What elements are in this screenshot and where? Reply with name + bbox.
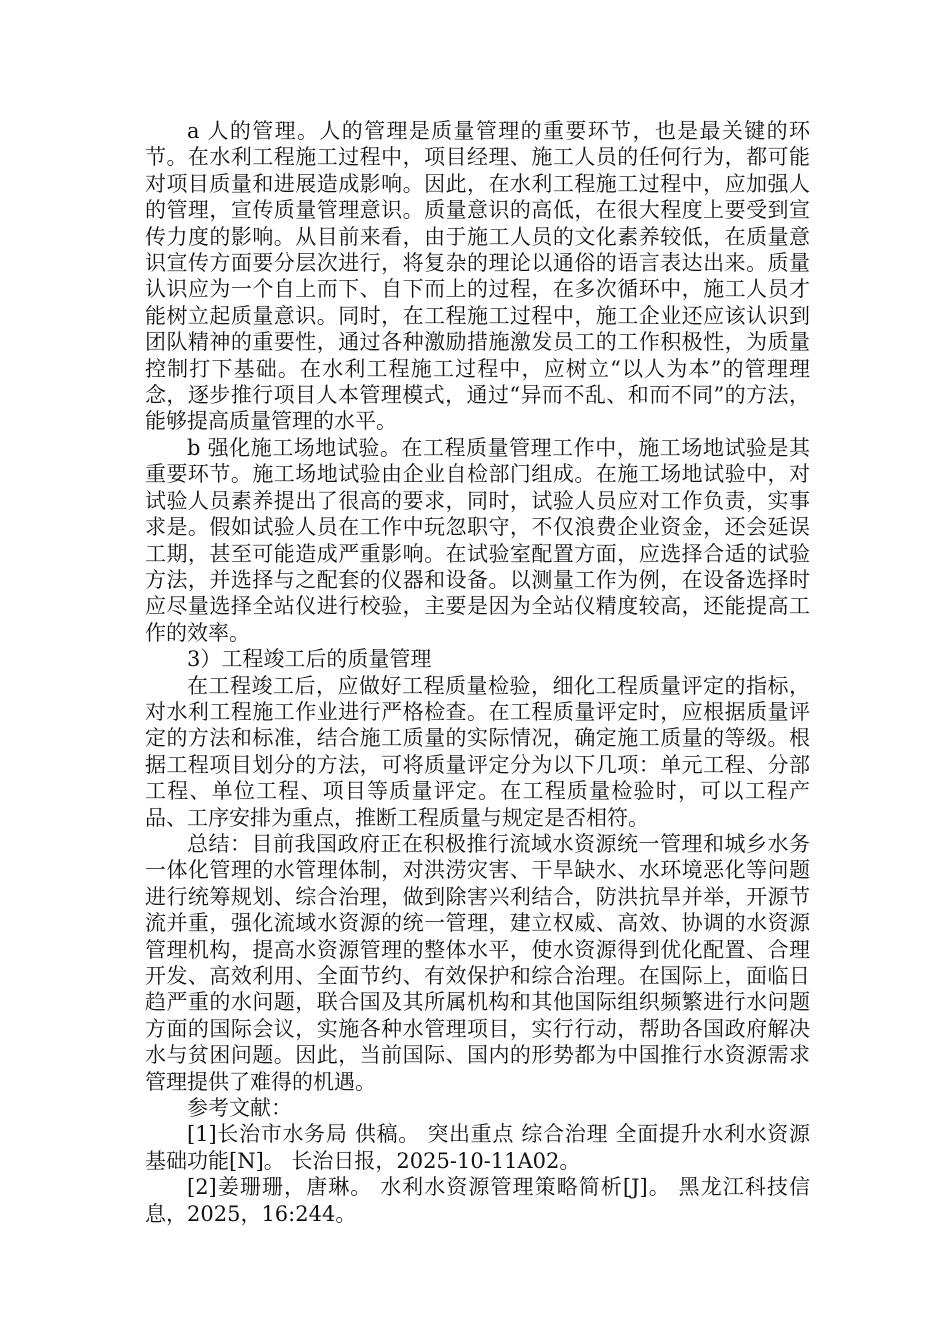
reference-item-1: [1]长治市水务局 供稿。 突出重点 综合治理 全面提升水利水资源基础功能[N]。 长治日报，2025-10-11A02。 (145, 1122, 810, 1173)
document-body (145, 118, 810, 1227)
paragraph-quality-inspection: 在工程竣工后，应做好工程质量检验，细化工程质量评定的指标，对水利工程施工作业进行严格检查。在工程质量评定时，应根据质量评定的方法和标准，结合施工质量的实际情况，确定施工质量的等级。根据工程项目划分的方法，可将质量评定分为以下几项：单元工程、分部工程、单位工程、项目等质量评定。在工程质量检验时，可以工程产品、工序安排为重点，推断工程质量与规定是否相符。 (145, 673, 810, 830)
references-heading: 参考文献： (187, 1096, 292, 1121)
section-heading-post-completion: 3）工程竣工后的质量管理 (187, 647, 432, 672)
paragraph-summary: 总结：目前我国政府正在积极推行流域水资源统一管理和城乡水务一体化管理的水管理体制，对洪涝灾害、干旱缺水、水环境恶化等问题进行统筹规划、综合治理，做到除害兴利结合，防洪抗旱并举，开源节流并重，强化流域水资源的统一管理，建立权威、高效、协调的水资源管理机构，提高水资源管理的整体水平，使水资源得到优化配置、合理开发、高效利用、全面节约、有效保护和综合治理。在国际上，面临日趋严重的水问题，联合国及其所属机构和其他国际组织频繁进行水问题方面的国际会议，实施各种水管理项目，实行行动，帮助各国政府解决水与贫困问题。因此，当前国际、国内的形势都为中国推行水资源需求管理提供了难得的机遇。 (145, 831, 810, 1094)
paragraph-site-testing: b 强化施工场地试验。在工程质量管理工作中，施工场地试验是其重要环节。施工场地试验由企业自检部门组成。在施工场地试验中，对试验人员素养提出了很高的要求，同时，试验人员应对工作负责，实事求是。假如试验人员在工作中玩忽职守，不仅浪费企业资金，还会延误工期，甚至可能造成严重影响。在试验室配置方面，应选择合适的试验方法，并选择与之配套的仪器和设备。以测量工作为例，在设备选择时应尽量选择全站仪进行校验，主要是因为全站仪精度较高，还能提高工作的效率。 (145, 435, 810, 645)
reference-item-2: [2]姜珊珊，唐琳。 水利水资源管理策略简析[J]。 黑龙江科技信息，2025，16:244。 (145, 1175, 810, 1226)
paragraph-personnel-management: a 人的管理。人的管理是质量管理的重要环节，也是最关键的环节。在水利工程施工过程中，项目经理、施工人员的任何行为，都可能对项目质量和进展造成影响。因此，在水利工程施工过程中，应加强人的管理，宣传质量管理意识。质量意识的高低，在很大程度上要受到宣传力度的影响。从目前来看，由于施工人员的文化素养较低，在质量意识宣传方面要分层次进行，将复杂的理论以通俗的语言表达出来。质量认识应为一个自上而下、自下而上的过程，在多次循环中，施工人员才能树立起质量意识。同时，在工程施工过程中，施工企业还应该认识到团队精神的重要性，通过各种激励措施激发员工的工作积极性，为质量控制打下基础。在水利工程施工过程中，应树立“以人为本”的管理理念，逐步推行项目人本管理模式，通过“异而不乱、和而不同”的方法，能够提高质量管理的水平。 (145, 119, 810, 434)
